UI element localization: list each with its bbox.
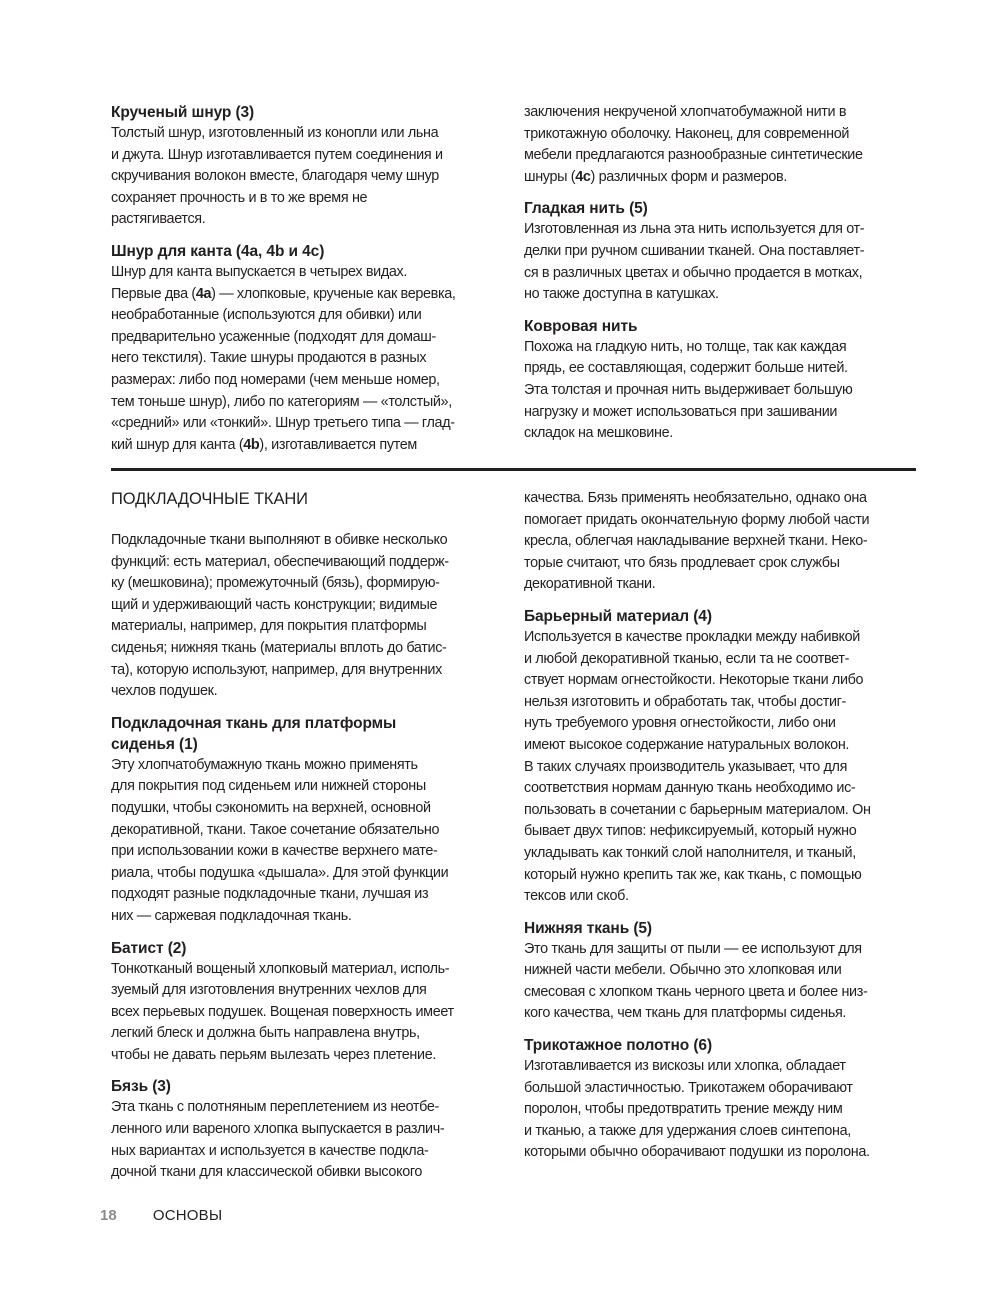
text-block — [111, 241, 503, 456]
text-line: складок на мешковине. — [524, 425, 673, 442]
text-line: кого качества, чем ткань для платформы сиденья. — [524, 1005, 847, 1022]
text-line: нуть требуемого уровня огнестойкости, либо они — [524, 715, 836, 732]
text-line: Тонкотканый вощеный хлопковый материал, исполь- — [111, 960, 450, 977]
heading-line: Подкладочная ткань для платформы — [111, 714, 397, 732]
text-line: бывает двух типов: нефиксируемый, который нужно — [524, 823, 857, 840]
text-block — [111, 1076, 503, 1183]
text-line: чтобы не давать перьям вылезать через плетение. — [111, 1046, 437, 1063]
text-line: щий и удерживающий часть конструкции; видимые — [111, 596, 438, 613]
bottom-left-column — [111, 488, 503, 1194]
text-line: Изготовленная из льна эта нить используется для от- — [524, 221, 865, 238]
text-line: него текстиля). Такие шнуры продаются в разных — [111, 350, 427, 367]
paragraph — [524, 1056, 916, 1164]
paragraph — [524, 627, 916, 908]
text-line: нижней части мебели. Обычно это хлопковая или — [524, 962, 842, 979]
text-line: функций: есть материал, обеспечивающий поддерж- — [111, 553, 449, 570]
bottom-left-blocks — [111, 530, 503, 1184]
text-line: подходят разные подкладочные ткани, лучшая из — [111, 886, 429, 903]
text-line: и любой декоративной тканью, если та не соответ- — [524, 650, 850, 667]
top-right-column — [524, 102, 916, 455]
subsection-heading: Шнур для канта (4a, 4b и 4c) — [111, 242, 325, 260]
text-line: Подкладочные ткани выполняют в обивке несколько — [111, 532, 448, 548]
paragraph — [111, 123, 503, 231]
paragraph — [111, 262, 503, 456]
text-line: В таких случаях производитель указывает, что для — [524, 758, 848, 775]
text-line: помогает придать окончательную форму любой части — [524, 511, 870, 528]
text-line: «средний» или «тонкий». Шнур третьего типа — глад- — [111, 415, 455, 432]
text-line: прядь, ее составляющая, содержит больше нитей. — [524, 360, 848, 377]
text-line: размерах: либо под номерами (чем меньше номер, — [111, 371, 440, 388]
subsection-heading: Трикотажное полотно (6) — [524, 1037, 713, 1055]
text-line: ся в различных цветах и обычно продается в мотках, — [524, 264, 863, 281]
text-line: Используется в качестве прокладки между набивкой — [524, 628, 860, 645]
text-line: при использовании кожи в качестве верхнего мате- — [111, 843, 438, 860]
text-line: нельзя изготовить и обработать так, чтобы достиг- — [524, 693, 846, 710]
subsection-heading: Ковровая нить — [524, 317, 638, 335]
text-line: материалы, например, для покрытия платформы — [111, 618, 427, 635]
text-line: мебели предлагаются разнообразные синтетические — [524, 147, 863, 164]
text-line: ленного или вареного хлопка выпускается в различ- — [111, 1121, 445, 1138]
section-title: ПОДКЛАДОЧНЫЕ ТКАНИ — [111, 490, 308, 508]
paragraph — [524, 102, 916, 188]
text-line: заключения некрученой хлопчатобумажной нити в — [524, 104, 847, 120]
text-line: укладывать как тонкий слой наполнителя, и тканый, — [524, 844, 856, 861]
text-line: и тканью, а также для удержания слоев синтепона, — [524, 1122, 851, 1139]
text-line: качества. Бязь применять необязательно, однако она — [524, 490, 867, 506]
text-line: для покрытия под сиденьем или нижней стороны — [111, 778, 426, 795]
subsection-heading: Крученый шнур (3) — [111, 104, 255, 121]
text-line: тексов или скоб. — [524, 888, 629, 905]
text-line: которыми обычно оборачивают подушки из поролона. — [524, 1144, 870, 1161]
section-divider — [111, 468, 916, 471]
text-line: предварительно усаженные (подходят для домаш- — [111, 328, 436, 345]
paragraph — [111, 530, 503, 703]
text-line: риала, чтобы подушка «дышала». Для этой функции — [111, 864, 449, 881]
subsection-heading: Барьерный материал (4) — [524, 607, 712, 625]
text-block — [524, 102, 916, 188]
subsection-heading: Нижняя ткань (5) — [524, 919, 652, 937]
subsection-heading: Гладкая нить (5) — [524, 200, 648, 218]
paragraph — [524, 337, 916, 445]
text-line: большой эластичностью. Трикотажем оборачивают — [524, 1079, 853, 1096]
text-line: Эта ткань с полотняным переплетением из неотбе- — [111, 1099, 439, 1116]
text-block — [111, 530, 503, 703]
text-line: соответствия нормам данную ткань необходимо ис- — [524, 780, 856, 797]
text-line: Шнур для канта выпускается в четырех видах. — [111, 263, 408, 280]
text-line: поролон, чтобы предотвратить трение между ним — [524, 1101, 843, 1118]
text-line: Похожа на гладкую нить, но толще, так как каждая — [524, 338, 847, 355]
text-line: кий шнур для канта (4b), изготавливается путем — [111, 436, 417, 453]
text-line: необработанные (используются для обивки) или — [111, 307, 422, 324]
text-line: подушки, чтобы сэкономить на верхней, основной — [111, 799, 431, 816]
page-footer — [100, 1206, 222, 1226]
text-line: Изготавливается из вискозы или хлопка, обладает — [524, 1058, 846, 1075]
text-line: но также доступна в катушках. — [524, 286, 719, 303]
bottom-right-column — [524, 488, 916, 1174]
paragraph — [524, 219, 916, 305]
text-line: Эта толстая и прочная нить выдерживает большую — [524, 381, 853, 398]
text-line: Толстый шнур, изготовленный из конопли или льна — [111, 125, 439, 141]
text-block — [111, 713, 503, 928]
text-line: скручивания волокон вместе, благодаря чему шнур — [111, 168, 439, 185]
heading-line: сиденья (1) — [111, 735, 198, 753]
paragraph — [524, 488, 916, 596]
text-line: них — саржевая подкладочная ткань. — [111, 907, 352, 924]
text-line: который нужно крепить так же, как ткань, с помощью — [524, 866, 862, 883]
text-line: Это ткань для защиты от пыли — ее используют для — [524, 940, 862, 957]
text-line: дочной ткани для классической обивки высокого — [111, 1164, 423, 1181]
text-line: ку (мешковина); промежуточный (бязь), формирую- — [111, 575, 440, 592]
text-line: ных вариантах и используется в качестве подкла- — [111, 1142, 429, 1159]
text-line: зуемый для изготовления внутренних чехлов для — [111, 982, 427, 999]
running-footer-label: ОСНОВЫ — [152, 1207, 223, 1224]
text-block — [524, 316, 916, 445]
text-line: и джута. Шнур изготавливается путем соединения и — [111, 146, 443, 163]
text-line: нагрузку и может использоваться при зашивании — [524, 403, 838, 420]
text-line: сохраняет прочность и в то же время не — [111, 189, 368, 206]
text-line: сиденья; нижняя ткань (материалы вплоть до батис- — [111, 639, 447, 656]
text-block — [524, 606, 916, 908]
paragraph — [524, 939, 916, 1025]
text-block — [111, 938, 503, 1067]
text-line: смесовая с хлопком ткань черного цвета и более низ- — [524, 983, 868, 1000]
text-line: трикотажную оболочку. Наконец, для современной — [524, 125, 850, 142]
text-line: чехлов подушек. — [111, 683, 218, 700]
text-block — [524, 488, 916, 596]
paragraph — [111, 959, 503, 1067]
subsection-heading: Бязь (3) — [111, 1078, 171, 1096]
top-left-column — [111, 102, 503, 466]
text-line: тем тоньше шнур), либо по категориям — «толстый», — [111, 393, 452, 410]
text-line: та), которую используют, например, для внутренних — [111, 661, 442, 678]
text-line: декоративной, ткани. Такое сочетание обязательно — [111, 821, 440, 838]
page-number: 18 — [100, 1207, 117, 1224]
paragraph — [111, 755, 503, 928]
text-line: шнуры (4c) различных форм и размеров. — [524, 168, 787, 185]
text-line: декоративной ткани. — [524, 576, 656, 593]
text-line: ствует нормам огнестойкости. Некоторые ткани либо — [524, 672, 864, 689]
text-line: всех перьевых подушек. Вощеная поверхность имеет — [111, 1003, 454, 1020]
text-line: кресла, облегчая накладывание верхней ткани. Неко- — [524, 533, 868, 550]
text-line: Эту хлопчатобумажную ткань можно применять — [111, 756, 418, 773]
text-block — [524, 918, 916, 1025]
text-line: имеют высокое содержание натуральных волокон. — [524, 736, 850, 753]
text-line: легкий блеск и должна быть направлена внутрь, — [111, 1025, 420, 1042]
text-line: торые считают, что бязь продлевает срок службы — [524, 554, 840, 571]
text-line: пользовать в сочетании с барьерным материалом. Он — [524, 801, 871, 818]
text-block — [524, 198, 916, 305]
subsection-heading: Батист (2) — [111, 939, 187, 957]
subsection-heading — [111, 713, 503, 755]
text-block — [524, 1035, 916, 1164]
text-line: делки при ручном сшивании тканей. Она поставляет- — [524, 242, 865, 259]
text-line: Первые два (4a) — хлопковые, крученые как веревка, — [111, 285, 456, 302]
text-block — [111, 102, 503, 231]
text-line: растягивается. — [111, 211, 206, 228]
paragraph — [111, 1097, 503, 1183]
